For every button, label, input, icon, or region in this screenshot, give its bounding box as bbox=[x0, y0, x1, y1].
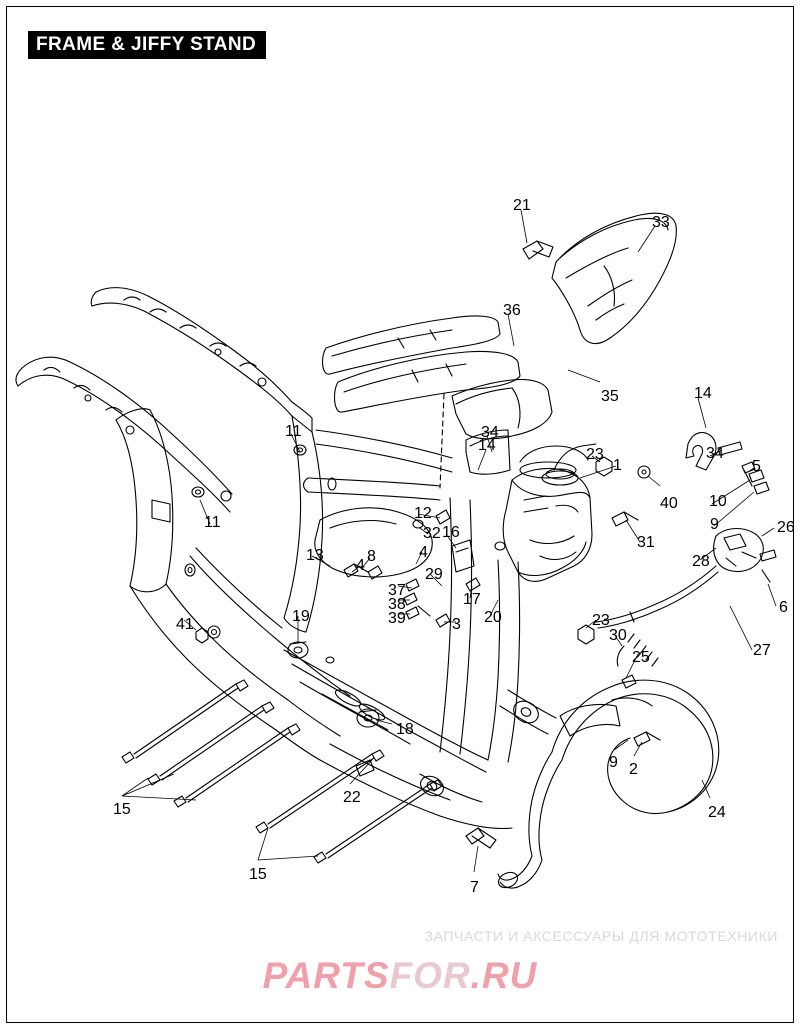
callout-number: 1 bbox=[613, 457, 622, 474]
callout-number: 28 bbox=[692, 553, 710, 570]
page-title: FRAME & JIFFY STAND bbox=[28, 31, 266, 59]
callout-number: 39 bbox=[388, 610, 406, 627]
callout-number: 31 bbox=[637, 534, 655, 551]
callout-number: 15 bbox=[249, 866, 267, 883]
callout-number: 30 bbox=[609, 627, 627, 644]
callout-number: 14 bbox=[478, 437, 496, 454]
callout-number: 27 bbox=[753, 642, 771, 659]
callout-number: 38 bbox=[388, 596, 406, 613]
callout-number: 32 bbox=[423, 525, 441, 542]
watermark-tagline: ЗАПЧАСТИ И АКСЕССУАРЫ ДЛЯ МОТОТЕХНИКИ bbox=[424, 928, 778, 944]
callout-number: 24 bbox=[708, 804, 726, 821]
callout-number: 10 bbox=[709, 493, 727, 510]
callout-number: 11 bbox=[204, 514, 221, 531]
watermark-logo-part3: .RU bbox=[470, 955, 538, 996]
callout-number: 29 bbox=[425, 566, 443, 583]
callout-number: 36 bbox=[503, 302, 521, 319]
callout-number: 3 bbox=[452, 616, 461, 633]
callout-number: 2 bbox=[629, 761, 638, 778]
callout-number: 5 bbox=[752, 458, 761, 475]
callout-number: 33 bbox=[652, 214, 670, 231]
callout-number: 35 bbox=[601, 388, 619, 405]
callout-number: 22 bbox=[343, 789, 361, 806]
callout-number: 20 bbox=[484, 609, 502, 626]
callout-number: 18 bbox=[396, 721, 414, 738]
callout-number: 23 bbox=[586, 446, 604, 463]
watermark-logo-part2: FOR bbox=[389, 955, 471, 996]
watermark-logo bbox=[0, 955, 800, 997]
callout-number: 34 bbox=[706, 445, 724, 462]
callout-number: 6 bbox=[779, 599, 788, 616]
callout-number: 19 bbox=[292, 608, 310, 625]
callout-number: 26 bbox=[777, 519, 795, 536]
callout-number: 41 bbox=[176, 616, 194, 633]
callout-number: 25 bbox=[632, 649, 650, 666]
callout-number: 34 bbox=[481, 424, 499, 441]
callout-number: 8 bbox=[367, 548, 376, 565]
callout-number: 12 bbox=[414, 505, 432, 522]
callout-number: 9 bbox=[710, 516, 719, 533]
callout-number: 40 bbox=[660, 495, 678, 512]
callout-number: 7 bbox=[470, 879, 479, 896]
callout-number: 11 bbox=[285, 423, 302, 440]
callout-number: 14 bbox=[694, 385, 712, 402]
callout-number: 13 bbox=[306, 547, 324, 564]
callout-number: 16 bbox=[442, 524, 460, 541]
callout-number: 17 bbox=[463, 591, 481, 608]
callout-number: 21 bbox=[513, 197, 531, 214]
callout-number: 23 bbox=[592, 612, 610, 629]
callout-number: 4 bbox=[419, 544, 428, 561]
callout-number: 4 bbox=[356, 557, 365, 574]
callout-number: 15 bbox=[113, 801, 131, 818]
callout-number: 37 bbox=[388, 582, 406, 599]
callout-number: 9 bbox=[609, 754, 618, 771]
watermark-logo-part1: PARTS bbox=[262, 955, 390, 996]
